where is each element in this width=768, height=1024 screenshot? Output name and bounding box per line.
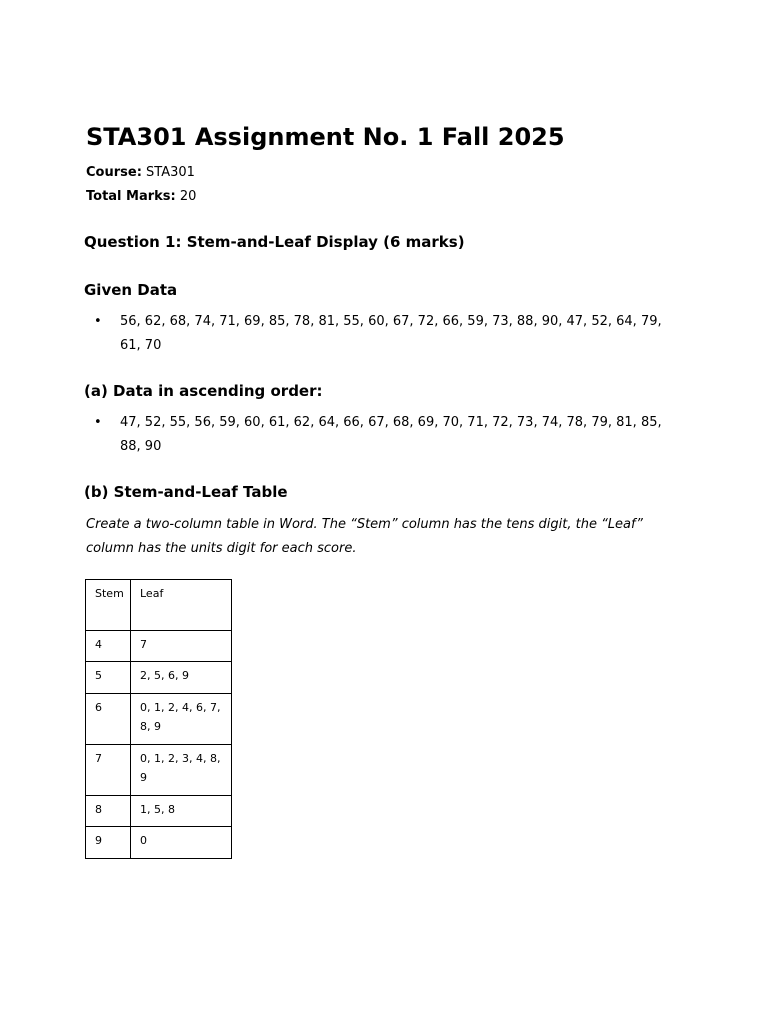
total-marks-value: 20 [175, 189, 197, 204]
stem-cell: 9 [86, 827, 131, 859]
stem-cell: 8 [86, 796, 131, 827]
stem-header: Stem [86, 580, 131, 631]
table-row [86, 745, 232, 796]
leaf-cell: 7 [131, 631, 232, 662]
stem-cell: 6 [86, 694, 131, 745]
given-data-values: 56, 62, 68, 74, 71, 69, 85, 78, 81, 55, 60, 67, 72, 66, 59, 73, 88, 90, 47, 52, 64, 79, 61, 70 [120, 314, 662, 353]
sorted-data-bullet [84, 411, 684, 459]
stem-cell: 7 [86, 745, 131, 796]
leaf-cell: 0, 1, 2, 4, 6, 7, 8, 9 [131, 694, 232, 745]
table-row [86, 631, 232, 662]
document-title: STA301 Assignment No. 1 Fall 2025 [86, 123, 565, 151]
table-row [86, 827, 232, 859]
table-row [86, 796, 232, 827]
total-marks-label: Total Marks: [86, 189, 176, 204]
total-marks-line [86, 188, 196, 206]
stem-leaf-table [85, 579, 232, 859]
leaf-cell: 1, 5, 8 [131, 796, 232, 827]
course-label: Course: [86, 165, 142, 180]
part-a-heading: (a) Data in ascending order: [84, 382, 323, 400]
question-heading: Question 1: Stem-and-Leaf Display (6 marks) [84, 233, 465, 251]
bullet-icon: • [94, 314, 102, 329]
bullet-icon: • [94, 415, 102, 430]
stem-cell: 5 [86, 662, 131, 694]
course-value: STA301 [141, 165, 195, 180]
sorted-data-values: 47, 52, 55, 56, 59, 60, 61, 62, 64, 66, 67, 68, 69, 70, 71, 72, 73, 74, 78, 79, 81, 85, 88, 90 [120, 415, 662, 454]
given-data-heading: Given Data [84, 281, 178, 299]
table-instruction: Create a two-column table in Word. The “Stem” column has the tens digit, the “Leaf” column has the units digit for each score. [86, 517, 643, 556]
table-row [86, 662, 232, 694]
table-header-row [86, 580, 232, 631]
stem-cell: 4 [86, 631, 131, 662]
table-row [86, 694, 232, 745]
given-data-bullet [84, 310, 684, 358]
leaf-cell: 0 [131, 827, 232, 859]
part-b-heading: (b) Stem-and-Leaf Table [84, 483, 288, 501]
course-line [86, 164, 195, 182]
leaf-cell: 2, 5, 6, 9 [131, 662, 232, 694]
leaf-header: Leaf [131, 580, 232, 631]
leaf-cell: 0, 1, 2, 3, 4, 8, 9 [131, 745, 232, 796]
